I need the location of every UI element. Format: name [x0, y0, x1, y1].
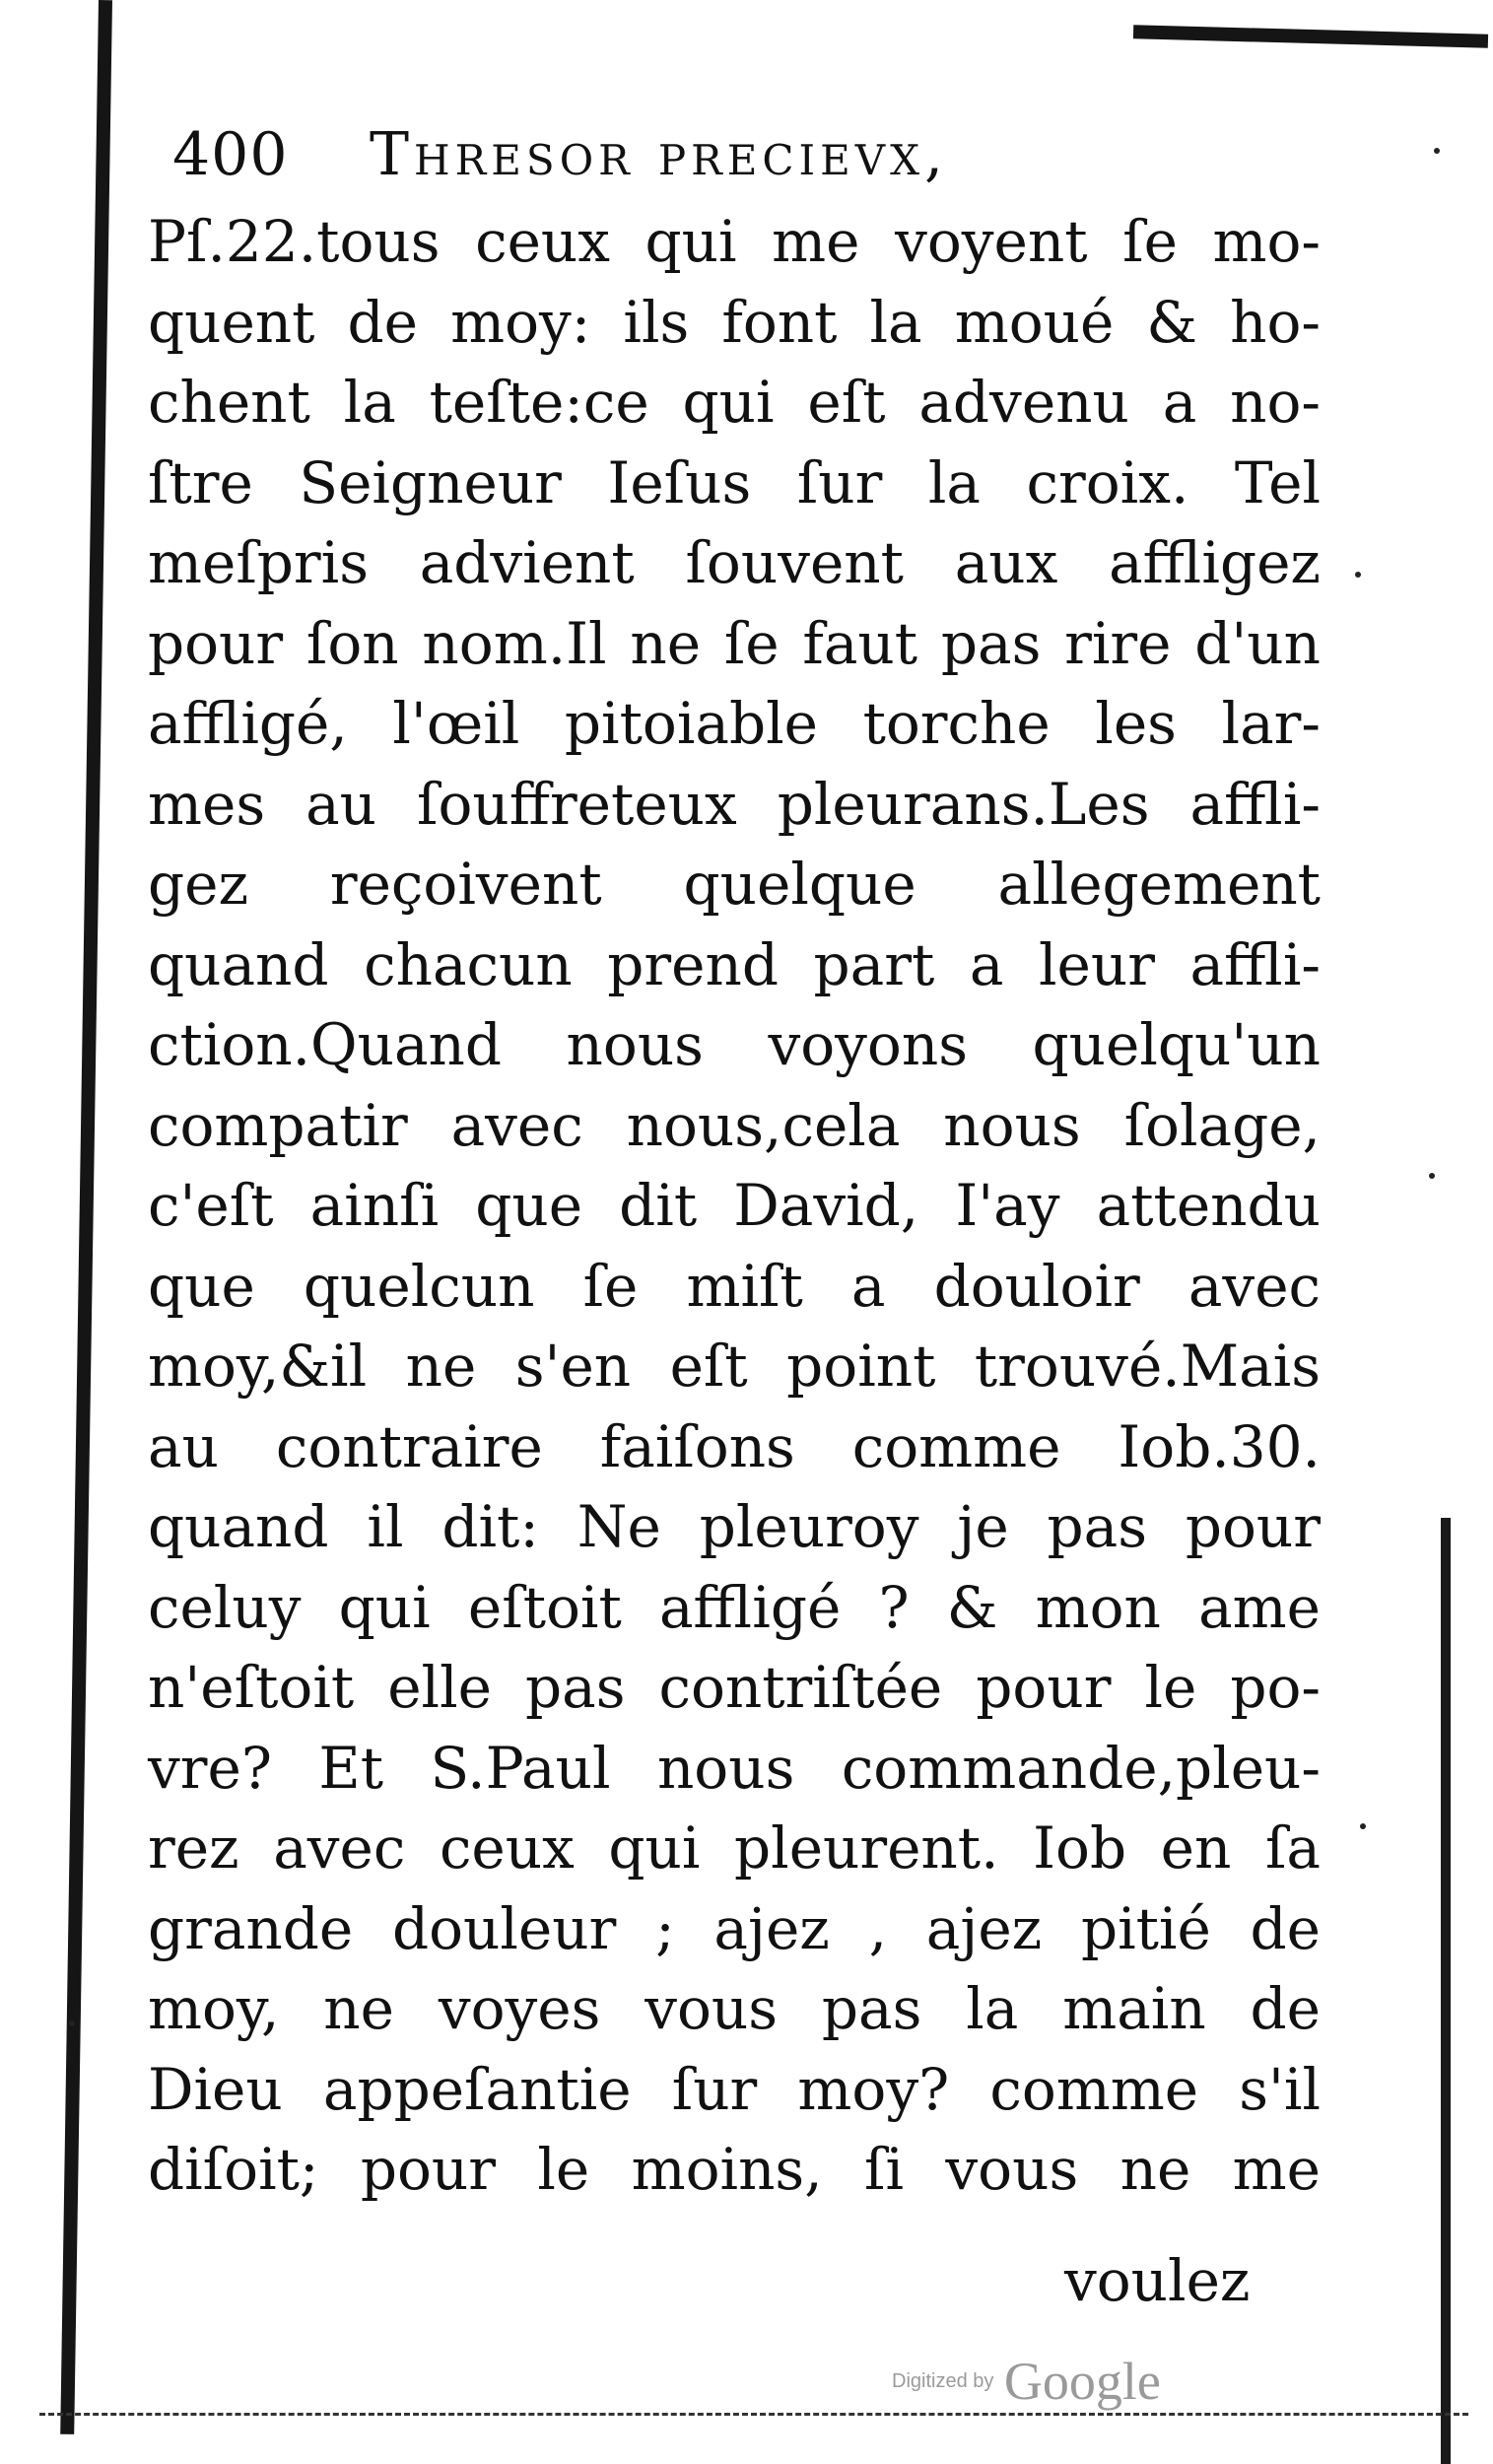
text-line: quent de moy: ils font la moué & ho-	[148, 288, 1321, 356]
running-title: Thresor precievx,	[370, 120, 949, 189]
scan-speck	[1429, 1173, 1435, 1179]
text-line: affligé, l'œil pitoiable torche les lar-	[148, 690, 1321, 757]
scan-speck	[69, 2020, 75, 2026]
text-line: ction.Quand nous voyons quelqu'un	[148, 1011, 1321, 1078]
text-line: Dieu appeſantie ſur moy? comme s'il	[148, 2055, 1321, 2123]
body-text	[148, 202, 1321, 2211]
page-edge-top	[1133, 25, 1488, 47]
text-line: quand chacun prend part a leur affli-	[148, 930, 1321, 998]
text-line: que quelcun ſe miſt a douloir avec	[148, 1252, 1321, 1320]
text-line: quand il dit: Ne pleuroy je pas pour	[148, 1493, 1321, 1560]
text-line: vre? Et S.Paul nous commande,pleu-	[148, 1734, 1321, 1802]
page-number: 400	[172, 120, 289, 189]
text-line: moy, ne voyes vous pas la main de	[148, 1975, 1321, 2042]
text-line: ſtre Seigneur Ieſus ſur la croix. Tel	[148, 448, 1321, 516]
text-line: celuy qui eſtoit affligé ? & mon ame	[148, 1573, 1321, 1641]
text-line: meſpris advient ſouvent aux affligez	[148, 529, 1321, 596]
scan-speck	[1360, 1823, 1366, 1829]
text-line: c'eſt ainſi que dit David, I'ay attendu	[148, 1172, 1321, 1239]
digitization-watermark	[892, 2351, 1161, 2412]
text-line: diſoit; pour le moins, ſi vous ne me	[148, 2136, 1321, 2203]
google-logo: Google	[1003, 2352, 1161, 2411]
text-line: pour ſon nom.Il ne ſe faut pas rire d'un	[148, 609, 1321, 677]
text-line: Pſ.22.tous ceux qui me voyent ſe mo-	[148, 208, 1321, 275]
page-header	[172, 120, 1355, 199]
text-line: gez reçoivent quelque allegement	[148, 851, 1321, 918]
scan-speck	[1434, 148, 1440, 154]
text-line: mes au ſouffreteux pleurans.Les affli-	[148, 770, 1321, 838]
watermark-prefix: Digitized by	[892, 2369, 994, 2392]
catchword: voulez	[1064, 2247, 1251, 2314]
text-line: au contraire faiſons comme Iob.30.	[148, 1412, 1321, 1480]
text-line: moy,&il ne s'en eſt point trouvé.Mais	[148, 1333, 1321, 1400]
text-line: n'eſtoit elle pas contriſtée pour le po-	[148, 1654, 1321, 1721]
page-edge-bottom	[39, 2413, 1468, 2416]
text-line: chent la teſte:ce qui eſt advenu a no-	[148, 369, 1321, 436]
page-edge-right	[1441, 1518, 1451, 2464]
page-edge-left	[60, 0, 112, 2434]
text-line: rez avec ceux qui pleurent. Iob en ſa	[148, 1814, 1321, 1882]
scan-speck	[1355, 572, 1361, 578]
text-line: compatir avec nous,cela nous ſolage,	[148, 1091, 1321, 1159]
text-line: grande douleur ; ajez , ajez pitié de	[148, 1894, 1321, 1962]
